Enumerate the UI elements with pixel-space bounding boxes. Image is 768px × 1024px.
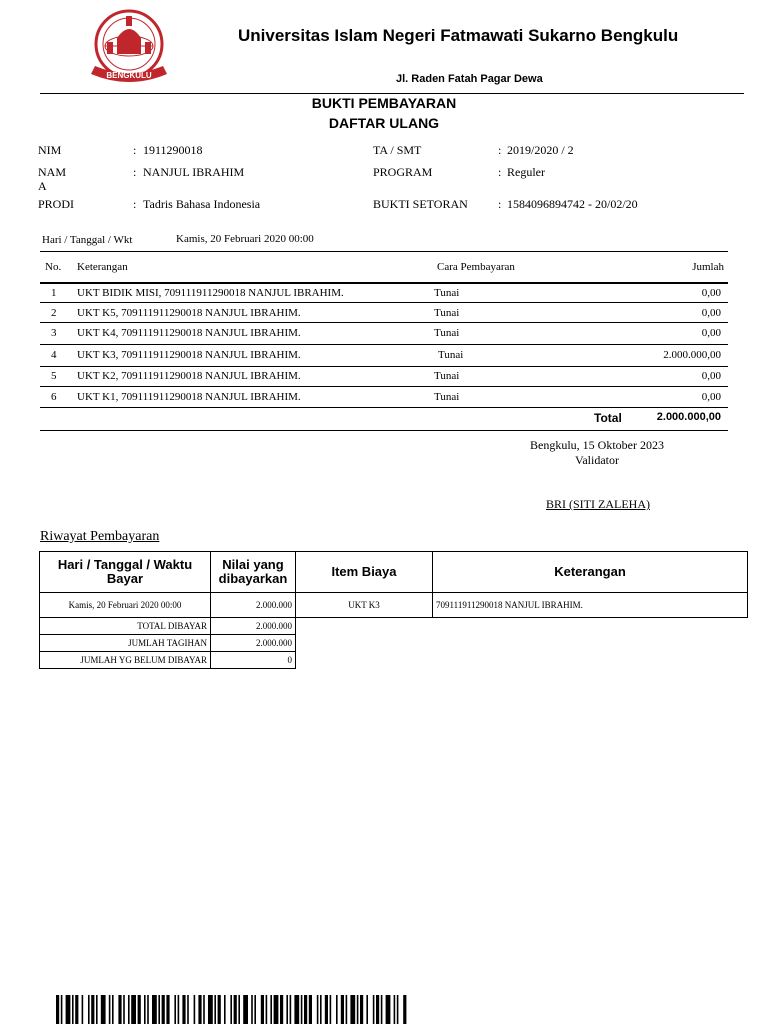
barcode-bar [274,995,279,1024]
history-table [39,551,748,618]
barcode-bar [346,995,348,1024]
history-col-nilai: Nilai yang dibayarkan [211,552,296,593]
row-cara: Tunai [434,370,460,382]
barcode-bar [394,995,396,1024]
col-header-jumlah: Jumlah [692,261,724,273]
barcode-bar [234,995,237,1024]
setoran-label: BUKTI SETORAN [373,197,468,211]
summary-row [40,618,296,635]
barcode-bar [270,995,272,1024]
row-no: 5 [51,370,57,382]
history-cell-waktu: Kamis, 20 Februari 2020 00:00 [40,593,211,618]
row-no: 4 [51,349,57,361]
history-cell-nilai: 2.000.000 [211,593,296,618]
program-colon: : [498,165,502,179]
row-jumlah: 0,00 [701,307,721,319]
barcode-bar [381,995,383,1024]
row-cara: Tunai [438,349,464,361]
barcode-bar [286,995,288,1024]
barcode-bar [91,995,94,1024]
barcode-bar [75,995,78,1024]
nama-colon: : [133,165,137,179]
row-cara: Tunai [434,391,460,403]
barcode-bar [373,995,375,1024]
barcode-bar [266,995,268,1024]
nama-value: NANJUL IBRAHIM [143,165,245,179]
total-value: 2.000.000,00 [656,411,721,423]
barcode-bar [138,995,141,1024]
row-rule [40,407,728,408]
program-value: Reguler [507,165,545,179]
barcode [56,995,408,1024]
row-jumlah: 2.000.000,00 [663,349,721,361]
barcode-bar [88,995,90,1024]
barcode-bar [376,995,379,1024]
col-header-cara: Cara Pembayaran [437,261,515,273]
ta-value: 2019/2020 / 2 [507,143,574,157]
logo-text: BENGKULU [106,71,152,80]
barcode-bar [366,995,368,1024]
signature-name: BRI (SITI ZALEHA) [546,497,650,511]
barcode-bar [350,995,355,1024]
university-address: Jl. Raden Fatah Pagar Dewa [396,73,543,85]
row-keterangan: UKT K2, 709111911290018 NANJUL IBRAHIM. [77,370,301,382]
setoran-value: 1584096894742 - 20/02/20 [507,197,638,211]
barcode-bar [320,995,322,1024]
document-title: BUKTI PEMBAYARAN [311,95,457,111]
row-rule [40,302,728,303]
row-keterangan: UKT BIDIK MISI, 709111911290018 NANJUL IBRAHIM. [77,287,344,299]
barcode-bar [304,995,307,1024]
row-jumlah: 0,00 [701,370,721,382]
barcode-bar [131,995,136,1024]
barcode-bar [218,995,221,1024]
barcode-bar [230,995,232,1024]
row-rule [40,386,728,387]
ta-colon: : [498,143,502,157]
barcode-bar [112,995,114,1024]
prodi-label: PRODI [38,197,75,211]
row-no: 6 [51,391,57,403]
setoran-colon: : [498,197,502,211]
barcode-bar [214,995,216,1024]
history-cell-keterangan: 709111911290018 NANJUL IBRAHIM. [433,593,748,618]
row-no: 3 [51,327,57,339]
history-summary-table [39,617,296,669]
header-rule [40,282,728,284]
summary-value: 2.000.000 [211,618,296,635]
barcode-bar [251,995,253,1024]
nama-label: NAM [38,165,67,179]
row-cara: Tunai [434,287,460,299]
barcode-bar [109,995,111,1024]
barcode-bar [147,995,149,1024]
barcode-bar [96,995,98,1024]
barcode-bar [280,995,283,1024]
row-rule [40,344,728,345]
row-jumlah: 0,00 [701,327,721,339]
barcode-bar [357,995,359,1024]
barcode-bar [128,995,130,1024]
nim-label: NIM [38,143,62,157]
header-divider [40,93,744,94]
barcode-bar [123,995,125,1024]
barcode-bar [309,995,312,1024]
barcode-bar [72,995,74,1024]
history-cell-item: UKT K3 [296,593,433,618]
row-jumlah: 0,00 [701,391,721,403]
barcode-bar [341,995,344,1024]
barcode-bar [325,995,328,1024]
signature-role: Validator [575,453,619,467]
summary-row [40,652,296,669]
row-keterangan: UKT K5, 709111911290018 NANJUL IBRAHIM. [77,307,301,319]
barcode-bar [224,995,226,1024]
history-col-keterangan: Keterangan [433,552,748,593]
nim-value: 1911290018 [143,143,203,157]
barcode-bar [82,995,84,1024]
summary-label: TOTAL DIBAYAR [40,618,211,635]
prodi-colon: : [133,197,137,211]
nama-label-wrap: A [38,179,47,193]
row-no: 1 [51,287,57,299]
barcode-bar [178,995,180,1024]
barcode-bar [208,995,213,1024]
prodi-value: Tadris Bahasa Indonesia [143,197,261,211]
barcode-bar [61,995,63,1024]
row-keterangan: UKT K4, 709111911290018 NANJUL IBRAHIM. [77,327,301,339]
row-cara: Tunai [434,327,460,339]
row-jumlah: 0,00 [701,287,721,299]
barcode-bar [152,995,157,1024]
row-rule [40,322,728,323]
barcode-bar [294,995,299,1024]
barcode-bar [301,995,303,1024]
row-keterangan: UKT K3, 709111911290018 NANJUL IBRAHIM. [77,349,301,361]
barcode-bar [66,995,71,1024]
summary-label: JUMLAH YG BELUM DIBAYAR [40,652,211,669]
barcode-bar [187,995,189,1024]
barcode-bar [360,995,363,1024]
col-header-no: No. [45,261,62,273]
table-top-rule [40,251,728,252]
barcode-bar [261,995,264,1024]
summary-value: 2.000.000 [211,635,296,652]
barcode-bar [386,995,391,1024]
signature-place-date: Bengkulu, 15 Oktober 2023 [530,438,664,452]
history-header-row [40,552,748,593]
row-cara: Tunai [434,307,460,319]
summary-label: JUMLAH TAGIHAN [40,635,211,652]
barcode-bar [243,995,248,1024]
barcode-bar [336,995,338,1024]
barcode-bar [330,995,332,1024]
barcode-bar [56,995,59,1024]
payment-date-value: Kamis, 20 Februari 2020 00:00 [176,233,314,245]
barcode-bar [182,995,185,1024]
history-title: Riwayat Pembayaran [40,529,160,544]
history-col-item: Item Biaya [296,552,433,593]
barcode-bar [101,995,106,1024]
barcode-bar [144,995,146,1024]
row-rule [40,366,728,367]
barcode-bar [203,995,205,1024]
barcode-bar [397,995,399,1024]
total-label: Total [594,411,622,425]
history-col-waktu: Hari / Tanggal / Waktu Bayar [40,552,211,593]
col-header-keterangan: Keterangan [77,261,128,273]
barcode-bar [317,995,319,1024]
barcode-bar [174,995,176,1024]
barcode-bar [194,995,196,1024]
barcode-bar [403,995,406,1024]
nim-colon: : [133,143,137,157]
document-subtitle: DAFTAR ULANG [328,115,440,131]
barcode-bar [166,995,169,1024]
barcode-bar [158,995,160,1024]
history-row [40,593,748,618]
row-keterangan: UKT K1, 709111911290018 NANJUL IBRAHIM. [77,391,301,403]
university-name: Universitas Islam Negeri Fatmawati Sukarno Bengkulu [238,26,679,45]
ta-label: TA / SMT [373,143,422,157]
barcode-bar [118,995,121,1024]
payment-date-label: Hari / Tanggal / Wkt [42,234,133,246]
barcode-bar [290,995,292,1024]
table-bottom-rule [40,430,728,431]
barcode-bar [198,995,201,1024]
summary-value: 0 [211,652,296,669]
barcode-bar [238,995,240,1024]
program-label: PROGRAM [373,165,433,179]
university-logo [83,8,175,92]
barcode-bar [162,995,165,1024]
summary-row [40,635,296,652]
row-no: 2 [51,307,57,319]
barcode-bar [254,995,256,1024]
